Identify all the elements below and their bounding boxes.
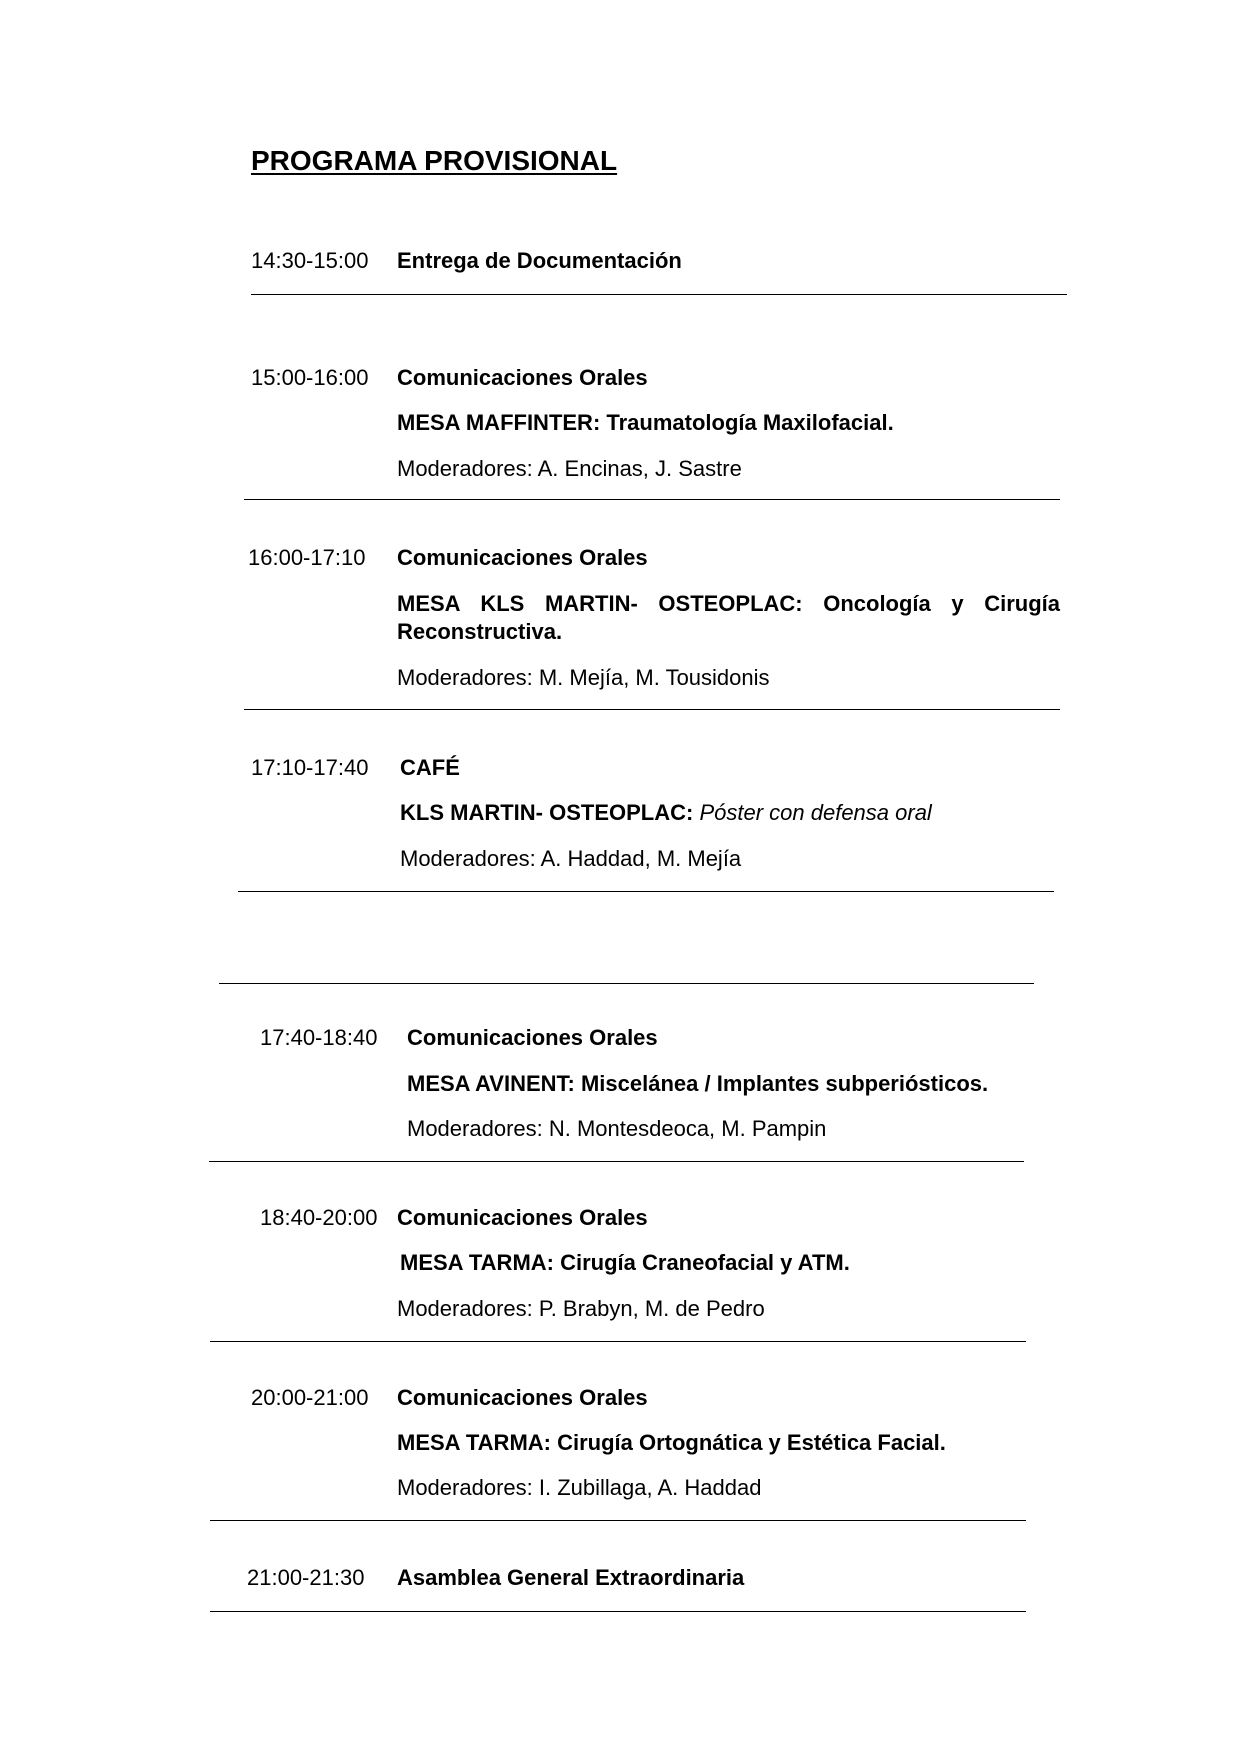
session-heading: Comunicaciones Orales <box>407 1025 658 1050</box>
session-mesa-line2: Reconstructiva. <box>397 619 563 644</box>
separator-line <box>244 499 1060 500</box>
page-title: PROGRAMA PROVISIONAL <box>251 145 618 176</box>
session-heading: Entrega de Documentación <box>397 248 682 273</box>
session-time: 18:40-20:00 <box>260 1205 378 1230</box>
session-mesa-topic: Póster con defensa oral <box>699 800 932 825</box>
separator-line <box>210 1341 1026 1342</box>
session-moderators: Moderadores: I. Zubillaga, A. Haddad <box>397 1475 762 1500</box>
session-mesa-sponsor: KLS MARTIN- OSTEOPLAC: <box>400 800 694 825</box>
session-time: 16:00-17:10 <box>248 545 366 570</box>
session-moderators: Moderadores: P. Brabyn, M. de Pedro <box>397 1296 765 1321</box>
session-heading: Comunicaciones Orales <box>397 1385 648 1410</box>
session-time: 14:30-15:00 <box>251 248 369 273</box>
session-time: 20:00-21:00 <box>251 1385 369 1410</box>
session-heading: Asamblea General Extraordinaria <box>397 1565 745 1590</box>
session-moderators: Moderadores: M. Mejía, M. Tousidonis <box>397 665 770 690</box>
session-time: 17:40-18:40 <box>260 1025 378 1050</box>
session-heading: Comunicaciones Orales <box>397 1205 648 1230</box>
separator-line <box>238 891 1054 892</box>
session-time: 17:10-17:40 <box>251 755 369 780</box>
session-mesa-line1: MESA KLS MARTIN- OSTEOPLAC: Oncología y Cirugía <box>397 591 1060 616</box>
session-moderators: Moderadores: A. Encinas, J. Sastre <box>397 456 742 481</box>
separator-line <box>210 1520 1026 1521</box>
separator-line <box>251 294 1067 295</box>
session-time: 15:00-16:00 <box>251 365 369 390</box>
session-mesa: MESA TARMA: Cirugía Ortognática y Estética Facial. <box>397 1430 946 1455</box>
session-mesa: MESA TARMA: Cirugía Craneofacial y ATM. <box>400 1250 850 1275</box>
session-heading: Comunicaciones Orales <box>397 545 648 570</box>
separator-line <box>219 983 1034 984</box>
separator-line <box>244 709 1060 710</box>
session-mesa: MESA MAFFINTER: Traumatología Maxilofacial. <box>397 410 894 435</box>
session-moderators: Moderadores: A. Haddad, M. Mejía <box>400 846 742 871</box>
session-moderators: Moderadores: N. Montesdeoca, M. Pampin <box>407 1116 827 1141</box>
session-heading: Comunicaciones Orales <box>397 365 648 390</box>
session-mesa <box>400 800 932 826</box>
separator-line <box>209 1161 1024 1162</box>
separator-line <box>210 1611 1026 1612</box>
session-heading: CAFÉ <box>400 755 460 780</box>
session-mesa: MESA AVINENT: Miscelánea / Implantes subperiósticos. <box>407 1071 989 1096</box>
session-time: 21:00-21:30 <box>247 1565 365 1590</box>
